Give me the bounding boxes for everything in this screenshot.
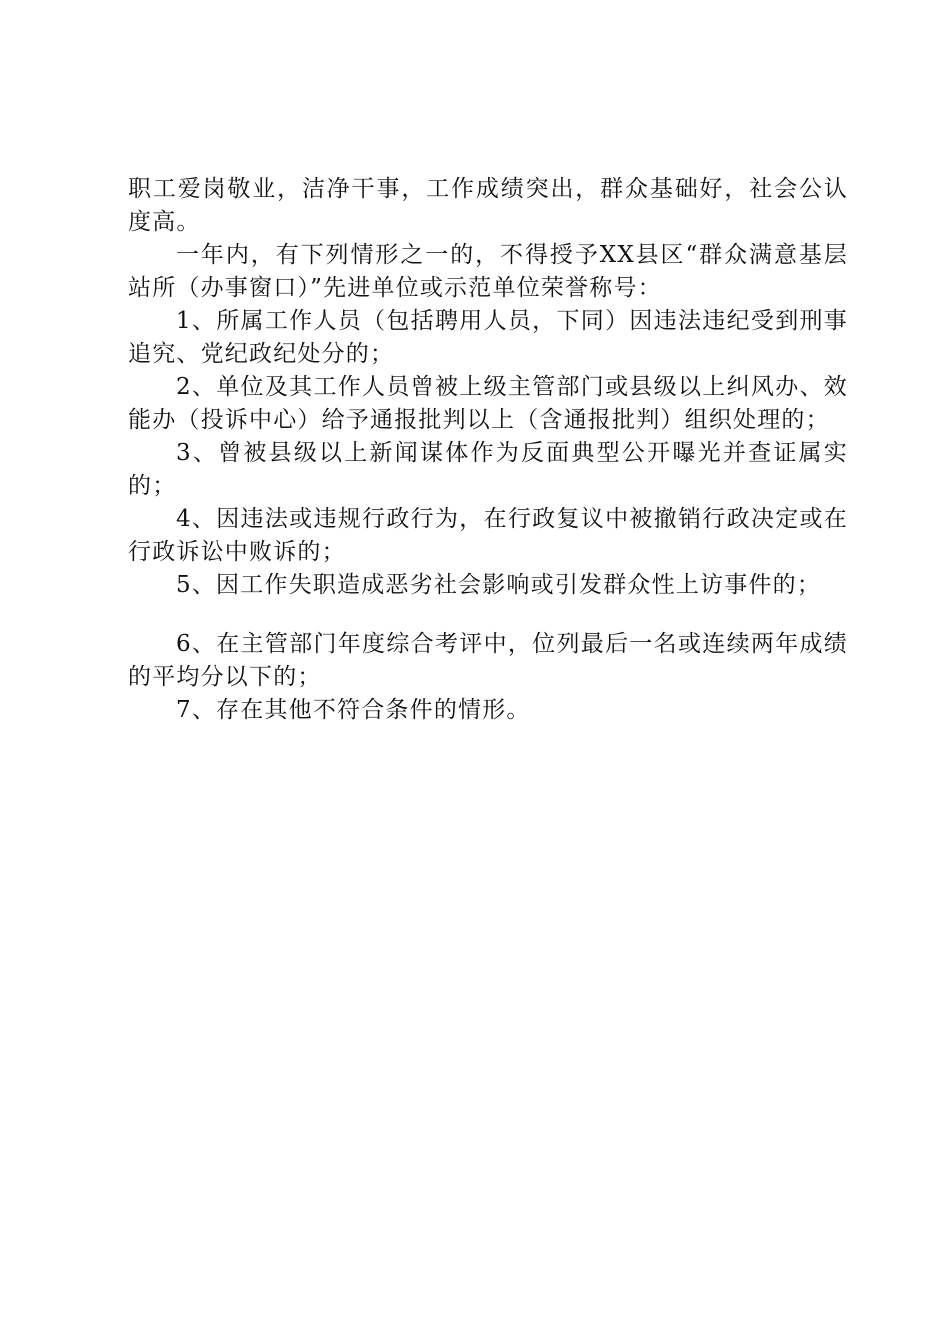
- paragraph-continuation: 职工爱岗敬业，洁净干事，工作成绩突出，群众基础好，社会公认度高。: [128, 176, 848, 235]
- document-body: [128, 173, 848, 727]
- paragraph-exclusion-intro: 一年内，有下列情形之一的，不得授予XX县区“群众满意基层站所（办事窗口）”先进单位或示范单位荣誉称号：: [128, 242, 848, 301]
- list-item-3: 3、曾被县级以上新闻谋体作为反面典型公开曝光并查证属实的；: [128, 440, 848, 499]
- list-item-6: 6、在主管部门年度综合考评中，位列最后一名或连续两年成绩的平均分以下的；: [128, 631, 848, 690]
- list-item-7: 7、存在其他不符合条件的情形。: [176, 697, 531, 723]
- list-item-5: 5、因工作失职造成恶劣社会影响或引发群众性上访事件的；: [176, 572, 822, 598]
- list-item-4: 4、因违法或违规行政行为，在行政复议中被撤销行政决定或在行政诉讼中败诉的；: [128, 506, 848, 565]
- list-item-2: 2、单位及其工作人员曾被上级主管部门或县级以上纠风办、效能办（投诉中心）给予通报批判以上（含通报批判）组织处理的；: [128, 374, 848, 433]
- list-item-1: 1、所属工作人员（包括聘用人员，下同）因违法违纪受到刑事追究、党纪政纪处分的；: [128, 308, 848, 367]
